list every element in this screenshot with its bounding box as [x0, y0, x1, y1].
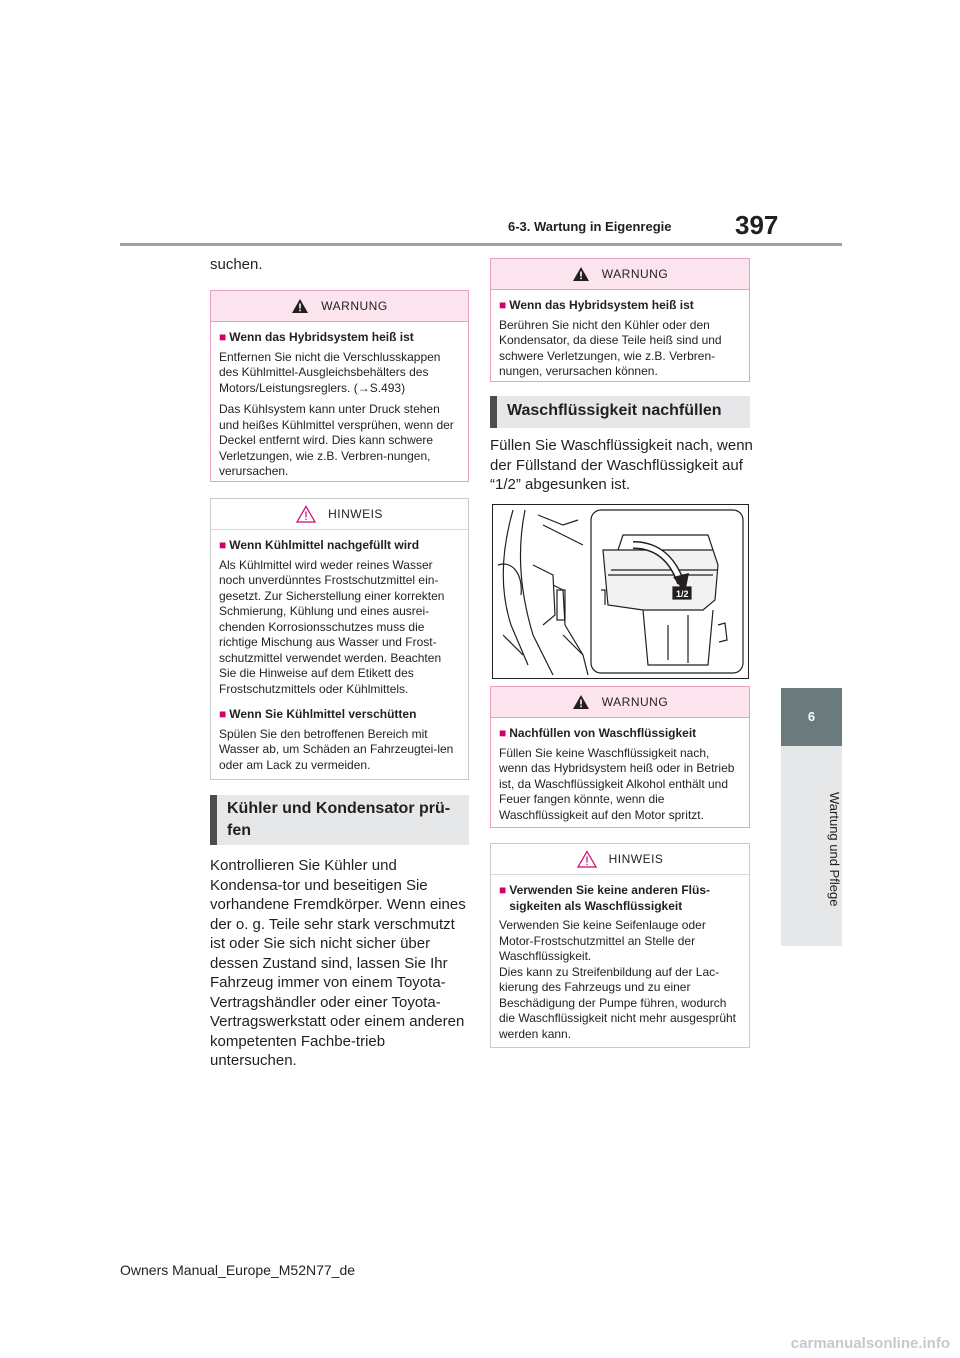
- section-heading-radiator: Kühler und Kondensator prü-fen: [210, 795, 469, 845]
- warning-box-header: [491, 687, 749, 718]
- page-number: 397: [735, 210, 779, 240]
- warning-box-1: [210, 290, 469, 482]
- warning-title: WARNUNG: [601, 695, 669, 709]
- notice-subhead: Wenn Sie Kühlmittel verschütten: [229, 707, 417, 721]
- notice-box-1: [210, 498, 469, 780]
- caution-triangle-icon: [577, 850, 597, 868]
- warning-subhead: Wenn das Hybridsystem heiß ist: [229, 330, 414, 344]
- notice-paragraph: Spülen Sie den betroffenen Bereich mit Wasser ab, um Schäden an Fahrzeugtei-len oder am Lack zu vermeiden.: [219, 726, 454, 772]
- warning-box-body: [491, 718, 749, 837]
- square-bullet-icon: ■: [499, 298, 507, 312]
- warning-box-header: [211, 291, 468, 322]
- section-heading-washer: Waschflüssigkeit nachfüllen: [490, 396, 750, 428]
- notice-box-body: [211, 530, 468, 787]
- square-bullet-icon: ■: [219, 538, 227, 552]
- warning-box-3: [490, 686, 750, 828]
- chapter-tab-label: Wartung und Pflege: [827, 791, 842, 907]
- notice-box-2: [490, 843, 750, 1048]
- section-body-washer: Füllen Sie Waschflüssigkeit nach, wenn der Füllstand der Waschflüssigkeit auf “1/2” abgesunken ist.: [490, 437, 753, 493]
- warning-subhead: Nachfüllen von Waschflüssigkeit: [509, 726, 697, 740]
- warning-paragraph: Das Kühlsystem kann unter Druck stehen und heißes Kühlmittel versprühen, wenn der Deckel entfernt wird. Dies kann schwere Verletzungen, wie z.B. Verbren-nungen, verursachen.: [219, 402, 454, 478]
- warning-triangle-icon: [291, 298, 309, 314]
- warning-triangle-icon: [572, 266, 590, 282]
- square-bullet-icon: ■: [219, 707, 227, 721]
- warning-title: WARNUNG: [321, 299, 388, 313]
- chapter-tab-number: 6: [781, 688, 842, 746]
- warning-triangle-icon: [572, 694, 590, 710]
- notice-subhead: Wenn Kühlmittel nachgefüllt wird: [229, 538, 420, 552]
- document-footer: Owners Manual_Europe_M52N77_de: [120, 1262, 356, 1278]
- notice-box-header: [491, 844, 749, 875]
- notice-title: HINWEIS: [328, 507, 383, 521]
- washer-reservoir-illustration: [493, 505, 748, 678]
- notice-box-header: [211, 499, 468, 530]
- notice-paragraph: Als Kühlmittel wird weder reines Wasser noch unverdünntes Frostschutzmittel ein-gesetzt. Zur Sicherstellung einer korrekten Schmierung, Kühlung und eines ausrei-chenden Korrosionsschutzes muss die richtige Mischung aus Wasser und Frost-schutzmittel verwendet werden. Beachten Sie die Hinweise auf dem Etikett des Frostschutzmittels oder Kühlmittels.: [219, 557, 445, 696]
- figure-level-label: 1/2: [676, 589, 689, 599]
- warning-title: WARNUNG: [601, 267, 669, 281]
- notice-title: HINWEIS: [608, 852, 664, 866]
- caution-triangle-icon: [296, 505, 316, 523]
- warning-box-2: [490, 258, 750, 382]
- section-header: 6-3. Wartung in Eigenregie: [508, 219, 672, 234]
- header-rule: [120, 243, 842, 246]
- warning-box-header: [491, 259, 749, 290]
- warning-box-body: [491, 290, 749, 394]
- square-bullet-icon: ■: [499, 883, 507, 897]
- warning-paragraph: Füllen Sie keine Waschflüssigkeit nach, wenn das Hybridsystem heiß oder in Betrieb ist, da Waschflüssigkeit Alkohol enthält und Feuer fangen könnte, wenn die Waschflüssigkeit auf den Motor spritzt.: [499, 745, 735, 822]
- square-bullet-icon: ■: [219, 330, 227, 344]
- site-watermark: carmanualsonline.info: [790, 1335, 950, 1352]
- warning-paragraph: Berühren Sie nicht den Kühler oder den Kondensator, da diese Teile heiß sind und schwere Verletzungen, wie z.B. Verbren-nungen, verursachen können.: [499, 317, 722, 378]
- warning-paragraph: Entfernen Sie nicht die Verschlusskappen des Kühlmittel-Ausgleichsbehälters des Motors/Leistungsreglers. (→S.493): [219, 349, 441, 395]
- notice-box-body: [491, 875, 749, 1056]
- square-bullet-icon: ■: [499, 726, 507, 740]
- warning-box-body: [211, 322, 468, 494]
- washer-reservoir-figure: [492, 504, 749, 679]
- notice-paragraph: Verwenden Sie keine Seifenlauge oder Motor-Frostschutzmittel an Stelle der Waschflüssigkeit.: [499, 918, 706, 963]
- section-body-radiator: Kontrollieren Sie Kühler und Kondensa-tor und beseitigen Sie vorhandene Fremdkörper. Wenn eines der o. g. Teile sehr stark verschmutzt ist oder Sie sich nicht sicher über dessen Zustand sind, lassen Sie Ihr Fahrzeug immer von einem Toyota-Vertragshändler oder einer Toyota-Vertragswerkstatt oder einem anderen kompetenten Fachbe-trieb untersuchen.: [210, 857, 466, 1069]
- notice-subhead: Verwenden Sie keine anderen Flüs-sigkeiten als Waschflüssigkeit: [509, 883, 710, 913]
- warning-subhead: Wenn das Hybridsystem heiß ist: [509, 298, 694, 312]
- lead-text: suchen.: [210, 256, 263, 273]
- notice-paragraph: Dies kann zu Streifenbildung auf der Lac-kierung des Fahrzeugs und zu einer Beschädigung der Pumpe führen, wodurch die Waschflüssigkeit nicht mehr ausgesprüht werden kann.: [499, 964, 736, 1041]
